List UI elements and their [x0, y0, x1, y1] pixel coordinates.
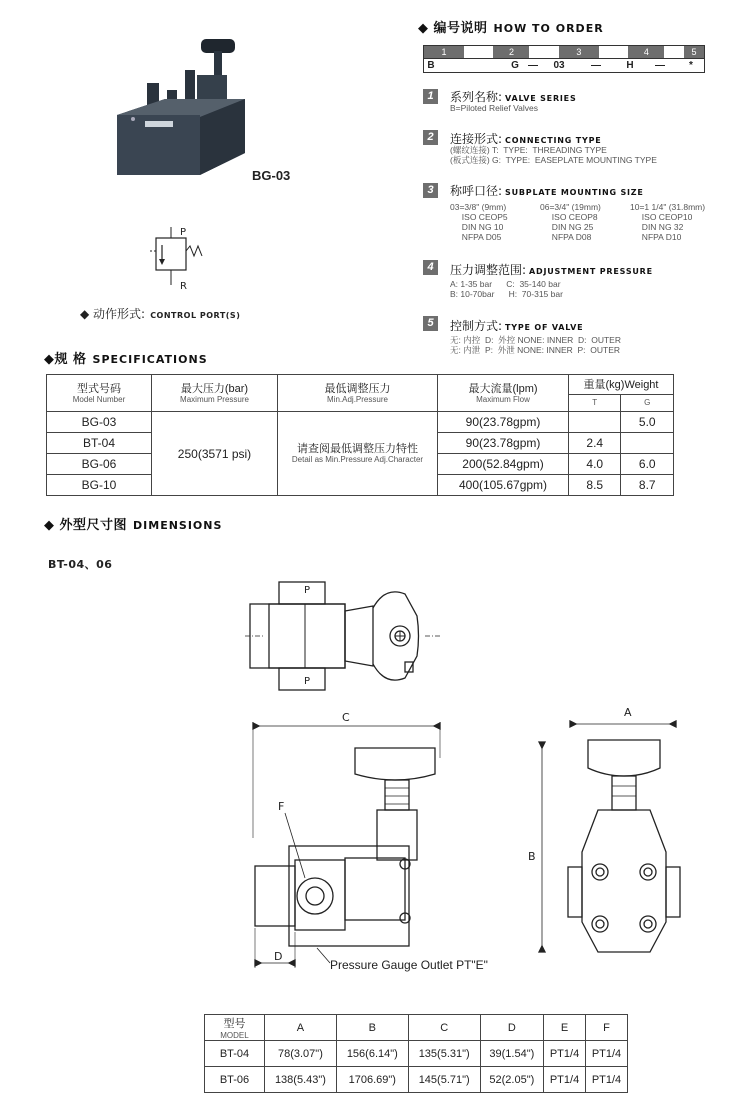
spec-head-model: 型式号码 Model Number: [47, 375, 152, 412]
spec-head-weight: 重量(kg)Weight: [569, 375, 674, 395]
spec-model: BG-10: [47, 475, 152, 496]
symbol-port-r: R: [180, 281, 187, 292]
order-code-number-row: [424, 46, 704, 59]
spec-flow: 400(105.67gpm): [438, 475, 569, 496]
order-item-5-en: TYPE OF VALVE: [505, 323, 584, 332]
product-photo: [105, 35, 255, 195]
spec-max-pressure: 250(3571 psi): [152, 412, 278, 496]
table-row: [47, 412, 674, 433]
spec-weight-t: 4.0: [569, 454, 621, 475]
spec-header-row: [47, 375, 674, 395]
front-view-drawing: [245, 718, 455, 968]
order-item-5-number: 5: [423, 316, 438, 331]
spec-model: BT-04: [47, 433, 152, 454]
order-num-4: 4: [628, 46, 664, 58]
front-view-label-f: F: [278, 800, 285, 813]
dim-val-a: 138(5.43"): [265, 1067, 337, 1093]
dim-val-d: 52(2.05"): [480, 1067, 543, 1093]
control-port-cn: ◆ 动作形式:: [80, 307, 146, 321]
order-item-2-en: CONNECTING TYPE: [505, 136, 602, 145]
spec-model: BG-03: [47, 412, 152, 433]
dim-val-c: 145(5.71"): [408, 1067, 480, 1093]
table-row: [205, 1067, 628, 1093]
dim-val-e: PT1/4: [544, 1067, 586, 1093]
spec-weight-t: [569, 412, 621, 433]
order-num-5: 5: [684, 46, 704, 58]
order-item-5-cn: 控制方式:: [450, 319, 503, 333]
dim-head-c: C: [408, 1015, 480, 1041]
spec-head-weight-g: G: [621, 395, 674, 412]
order-item-4-heading: [450, 261, 653, 278]
spec-weight-t: 8.5: [569, 475, 621, 496]
dim-head-b: B: [336, 1015, 408, 1041]
dim-val-b: 156(6.14"): [336, 1041, 408, 1067]
dim-header-row: [205, 1015, 628, 1041]
symbol-port-p: P: [180, 227, 187, 238]
dim-head-e: E: [544, 1015, 586, 1041]
order-item-4-number: 4: [423, 260, 438, 275]
order-val-dash2: —: [591, 60, 601, 71]
order-item-1-text: B=Piloted Relief Valves: [450, 103, 538, 113]
spec-flow: 90(23.78gpm): [438, 433, 569, 454]
order-val-star: *: [689, 60, 693, 71]
dimensions-subtitle: BT-04、06: [48, 558, 113, 571]
top-view-drawing: [245, 576, 445, 696]
order-item-3-col2: 06=3/4" (19mm) ISO CEOP8 DIN NG 25 NFPA D08: [540, 202, 601, 242]
spec-weight-g: 5.0: [621, 412, 674, 433]
order-val-dash1: —: [528, 60, 538, 71]
order-val-g: G: [511, 60, 519, 71]
spec-weight-t: 2.4: [569, 433, 621, 454]
order-num-2: 2: [493, 46, 529, 58]
how-to-order-cn: ◆ 编号说明: [418, 21, 488, 36]
top-view-port-p-upper: P: [304, 585, 311, 596]
dimensions-table: [204, 1014, 628, 1093]
order-code-box: [423, 45, 705, 73]
order-code-value-row: [424, 59, 704, 72]
spec-head-minadj: 最低调整压力 Min.Adj.Pressure: [278, 375, 438, 412]
spec-weight-g: 6.0: [621, 454, 674, 475]
front-view-dim-c: C: [342, 711, 350, 724]
spec-head-pressure: 最大压力(bar) Maximum Pressure: [152, 375, 278, 412]
spec-head-weight-t: T: [569, 395, 621, 412]
gauge-outlet-label: Pressure Gauge Outlet PT"E": [330, 958, 488, 972]
order-item-2-cn: 连接形式:: [450, 132, 503, 146]
dimensions-heading: [44, 514, 222, 533]
order-item-3-col1: 03=3/8" (9mm) ISO CEOP5 DIN NG 10 NFPA D05: [450, 202, 508, 242]
specifications-en: SPECIFICATIONS: [92, 353, 208, 366]
order-item-2-number: 2: [423, 130, 438, 145]
dimensions-cn: ◆ 外型尺寸图: [44, 518, 128, 533]
order-val-h: H: [626, 60, 634, 71]
dim-val-c: 135(5.31"): [408, 1041, 480, 1067]
side-view-drawing: [528, 712, 688, 962]
order-item-5-text: 无: 内控 D: 外控 NONE: INNER D: OUTER 无: 内泄 P: 外泄 NONE: INNER P: OUTER: [450, 335, 621, 355]
top-view-port-p-lower: P: [304, 676, 311, 687]
table-row: [205, 1041, 628, 1067]
order-item-2-text: (螺纹连接) T: TYPE: THREADING TYPE (板式连接) G: TYPE: EASEPLATE MOUNTING TYPE: [450, 145, 657, 165]
how-to-order-en: HOW TO ORDER: [493, 22, 604, 35]
dim-head-d: D: [480, 1015, 543, 1041]
spec-weight-g: [621, 433, 674, 454]
dimensions-en: DIMENSIONS: [133, 519, 223, 532]
order-item-3-heading: [450, 182, 644, 199]
order-num-3: 3: [559, 46, 599, 58]
order-item-1-cn: 系列名称:: [450, 90, 503, 104]
order-item-1-number: 1: [423, 89, 438, 104]
dim-head-f: F: [586, 1015, 628, 1041]
specifications-table: [46, 374, 674, 496]
dim-val-f: PT1/4: [586, 1067, 628, 1093]
spec-min-adj: 请查阅最低调整压力特性 Detail as Min.Pressure Adj.Character: [278, 412, 438, 496]
dim-head-model: 型号 MODEL: [205, 1015, 265, 1041]
specifications-cn: ◆规 格: [44, 352, 87, 367]
photo-label: BG-03: [252, 168, 291, 183]
dim-model: BT-06: [205, 1067, 265, 1093]
spec-head-flow: 最大流量(lpm) Maximum Flow: [438, 375, 569, 412]
spec-weight-g: 8.7: [621, 475, 674, 496]
order-item-5-heading: [450, 317, 583, 334]
dim-val-d: 39(1.54"): [480, 1041, 543, 1067]
control-port-caption: [80, 303, 240, 322]
side-view-dim-b: B: [528, 850, 536, 863]
dim-val-a: 78(3.07"): [265, 1041, 337, 1067]
dim-val-f: PT1/4: [586, 1041, 628, 1067]
dim-head-a: A: [265, 1015, 337, 1041]
spec-flow: 200(52.84gpm): [438, 454, 569, 475]
how-to-order-heading: [418, 17, 604, 36]
spec-flow: 90(23.78gpm): [438, 412, 569, 433]
order-num-1: 1: [424, 46, 464, 58]
order-item-3-en: SUBPLATE MOUNTING SIZE: [505, 188, 644, 197]
order-val-dash3: —: [655, 60, 665, 71]
order-item-1-en: VALVE SERIES: [505, 94, 577, 103]
valve-photo-illustration: [105, 35, 255, 195]
front-view-dim-d: D: [274, 950, 283, 963]
order-val-size: 03: [553, 60, 565, 71]
spec-model: BG-06: [47, 454, 152, 475]
order-val-b: B: [427, 60, 435, 71]
order-item-3-cn: 称呼口径:: [450, 184, 503, 198]
hydraulic-symbol: [140, 225, 210, 290]
order-item-4-cn: 压力调整范围:: [450, 263, 527, 277]
order-item-3-col3: 10=1 1/4" (31.8mm) ISO CEOP10 DIN NG 32 NFPA D10: [630, 202, 706, 242]
dim-val-e: PT1/4: [544, 1041, 586, 1067]
control-port-en: CONTROL PORT(S): [150, 311, 241, 320]
order-item-4-text: A: 1-35 bar C: 35-140 bar B: 10-70bar H: 70-315 bar: [450, 279, 563, 299]
dim-val-b: 1706.69"): [336, 1067, 408, 1093]
specifications-heading: [44, 348, 208, 367]
side-view-dim-a: A: [624, 706, 632, 719]
order-item-4-en: ADJUSTMENT PRESSURE: [529, 267, 653, 276]
dim-model: BT-04: [205, 1041, 265, 1067]
order-item-3-number: 3: [423, 183, 438, 198]
